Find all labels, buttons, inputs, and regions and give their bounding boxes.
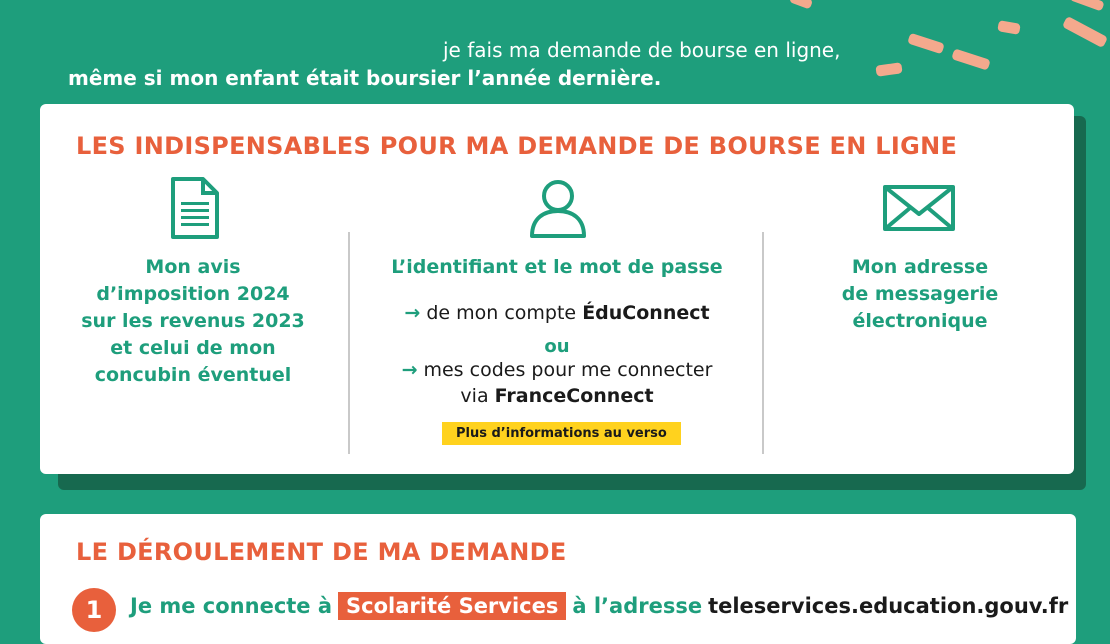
franceconnect-name: FranceConnect: [494, 385, 654, 407]
tax-line-1: Mon avis: [145, 256, 241, 278]
essentials-card: [40, 104, 1074, 474]
step-number: 1: [72, 588, 116, 632]
intro-text: [68, 36, 888, 92]
franceconnect-line-1: [352, 359, 762, 381]
envelope-icon: [882, 184, 956, 232]
user-icon: [528, 178, 588, 238]
tax-line-2: d’imposition 2024: [96, 283, 290, 305]
educonnect-line: [352, 302, 762, 324]
decorative-stroke: [907, 33, 945, 55]
email-line-1: Mon adresse: [851, 256, 989, 278]
credentials-title: L’identifiant et le mot de passe: [391, 256, 723, 278]
intro-line-2: même si mon enfant était boursier l’année dernière.: [68, 66, 662, 90]
process-title: LE DÉROULEMENT DE MA DEMANDE: [76, 538, 567, 566]
decorative-stroke: [1062, 16, 1108, 48]
arrow-right-icon: →: [401, 359, 418, 381]
step-1-before: Je me connecte à: [130, 594, 333, 618]
scolarite-services-highlight: Scolarité Services: [338, 592, 566, 620]
arrow-right-icon: →: [404, 302, 421, 324]
tax-line-3: sur les revenus 2023: [81, 310, 305, 332]
teleservices-url: teleservices.education.gouv.fr: [708, 594, 1069, 618]
tax-notice-text: [58, 254, 328, 389]
franceconnect-line-2: [352, 385, 762, 407]
decorative-stroke: [789, 0, 813, 9]
document-icon: [170, 176, 220, 240]
column-divider: [762, 232, 764, 454]
tax-line-5: concubin éventuel: [94, 364, 292, 386]
email-line-3: électronique: [852, 310, 988, 332]
column-divider: [348, 232, 350, 454]
email-line-2: de messagerie: [841, 283, 999, 305]
decorative-stroke: [1069, 0, 1104, 12]
essentials-title: LES INDISPENSABLES POUR MA DEMANDE DE BOURSE EN LIGNE: [76, 132, 958, 160]
credentials-column: [352, 104, 762, 474]
process-card: [40, 514, 1076, 644]
step-1-after: à l’adresse: [572, 594, 703, 618]
tax-line-4: et celui de mon: [110, 337, 276, 359]
educonnect-name: ÉduConnect: [582, 302, 710, 324]
intro-line-1: je fais ma demande de bourse en ligne,: [443, 38, 841, 62]
educonnect-prefix: de mon compte: [426, 302, 577, 324]
decorative-stroke: [997, 20, 1021, 35]
email-text: [780, 254, 1060, 335]
more-info-badge: Plus d’informations au verso: [442, 422, 681, 445]
step-1-text: [130, 594, 1068, 618]
franceconnect-prefix-2: via: [460, 385, 489, 407]
decorative-stroke: [951, 48, 991, 70]
or-text: ou: [544, 336, 570, 357]
franceconnect-prefix-1: mes codes pour me connecter: [423, 359, 713, 381]
